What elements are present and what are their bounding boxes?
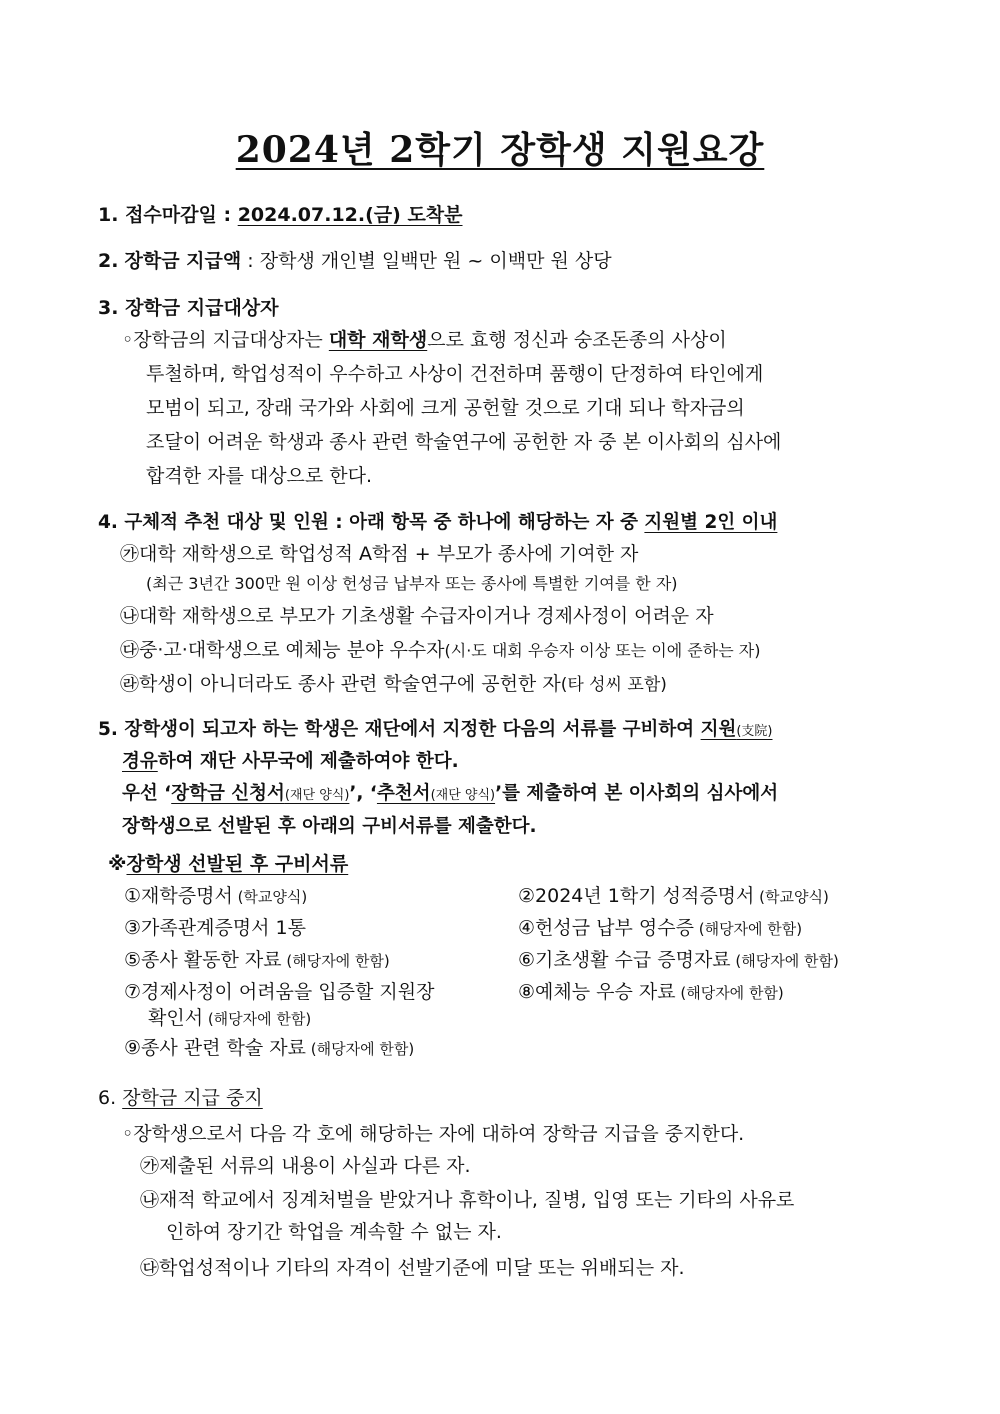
- document-item-continued: 확인서 (해당자에 한함): [148, 1007, 312, 1029]
- section-number: 2.: [98, 250, 119, 272]
- section-5-line: 5. 장학생이 되고자 하는 학생은 재단에서 지정한 다음의 서류를 구비하여 지원(支院): [98, 719, 773, 740]
- document-item: ⑧예체능 우승 자료 (해당자에 한함): [518, 981, 784, 1003]
- section-3-heading: 3. 장학금 지급대상자: [98, 297, 279, 319]
- section-3-paragraph-line: ◦장학금의 지급대상자는 대학 재학생으로 효행 정신과 숭조돈종의 사상이: [122, 329, 727, 351]
- document-item: ⑥기초생활 수급 증명자료 (해당자에 한함): [518, 949, 839, 971]
- page-title: 2024년 2학기 장학생 지원요강: [235, 129, 765, 171]
- section-6-paragraph: ◦장학생으로서 다음 각 호에 해당하는 자에 대하여 장학금 지급을 중지한다.: [122, 1123, 745, 1145]
- list-item: ㉯재적 학교에서 징계처벌을 받았거나 휴학이나, 질병, 입영 또는 기타의 사유로: [140, 1189, 795, 1211]
- section-3-paragraph-line: 합격한 자를 대상으로 한다.: [146, 465, 373, 487]
- list-item: ㉮제출된 서류의 내용이 사실과 다른 자.: [140, 1155, 471, 1177]
- section-5-line: 경유하여 재단 사무국에 제출하여야 한다.: [122, 751, 459, 772]
- section-5-line: 장학생으로 선발된 후 아래의 구비서류를 제출한다.: [122, 816, 537, 837]
- list-item-note: (최근 3년간 300만 원 이상 헌성금 납부자 또는 종사에 특별한 기여를 한 자): [146, 574, 678, 593]
- section-2: [98, 249, 612, 273]
- section-3-paragraph-line: 투철하며, 학업성적이 우수하고 사상이 건전하며 품행이 단정하여 타인에게: [146, 363, 764, 385]
- deadline-label: 접수마감일: [125, 204, 217, 226]
- list-item: ㉮대학 재학생으로 학업성적 A학점 + 부모가 종사에 기여한 자: [120, 543, 639, 565]
- section-number: 1.: [98, 204, 119, 226]
- list-item: ㉱학생이 아니더라도 종사 관련 학술연구에 공헌한 자(타 성씨 포함): [120, 673, 667, 695]
- deadline-value: 2024.07.12.(금) 도착분: [237, 204, 463, 226]
- required-documents-heading: ※장학생 선발된 후 구비서류: [108, 853, 349, 875]
- document-item: ⑦경제사정이 어려움을 입증할 지원장: [124, 981, 435, 1003]
- list-item: ㉯대학 재학생으로 부모가 기초생활 수급자이거나 경제사정이 어려운 자: [120, 605, 714, 627]
- list-item-continued: 인하여 장기간 학업을 계속할 수 없는 자.: [166, 1221, 502, 1243]
- list-item: ㉰중·고·대학생으로 예체능 분야 우수자(시·도 대회 우승자 이상 또는 이에 준하는 자): [120, 639, 761, 661]
- list-item: ㉰학업성적이나 기타의 자격이 선발기준에 미달 또는 위배되는 자.: [140, 1257, 685, 1279]
- section-4-heading: 4. 구체적 추천 대상 및 인원 : 아래 항목 중 하나에 해당하는 자 중 지원별 2인 이내: [98, 512, 778, 533]
- section-3-paragraph-line: 조달이 어려운 학생과 종사 관련 학술연구에 공헌한 자 중 본 이사회의 심사에: [146, 431, 782, 453]
- section-6-heading: 6. 장학금 지급 중지: [98, 1087, 263, 1109]
- document-item: ⑨종사 관련 학술 자료 (해당자에 한함): [124, 1037, 415, 1059]
- amount-value: : 장학생 개인별 일백만 원 ~ 이백만 원 상당: [241, 250, 612, 272]
- section-5-line: 우선 ‘장학금 신청서(재단 양식)’, ‘추천서(재단 양식)’를 제출하여 본 이사회의 심사에서: [122, 783, 779, 804]
- amount-label: 장학금 지급액: [124, 250, 242, 272]
- section-3-paragraph-line: 모범이 되고, 장래 국가와 사회에 크게 공헌할 것으로 기대 되나 학자금의: [146, 397, 745, 419]
- document-item: ①재학증명서 (학교양식): [124, 885, 308, 907]
- document-item: ③가족관계증명서 1통: [124, 917, 306, 939]
- section-1: 1. 접수마감일 : 2024.07.12.(금) 도착분: [98, 204, 463, 226]
- document-item: ②2024년 1학기 성적증명서 (학교양식): [518, 885, 829, 907]
- document-item: ④헌성금 납부 영수증 (해당자에 한함): [518, 917, 803, 939]
- document-item: ⑤종사 활동한 자료 (해당자에 한함): [124, 949, 390, 971]
